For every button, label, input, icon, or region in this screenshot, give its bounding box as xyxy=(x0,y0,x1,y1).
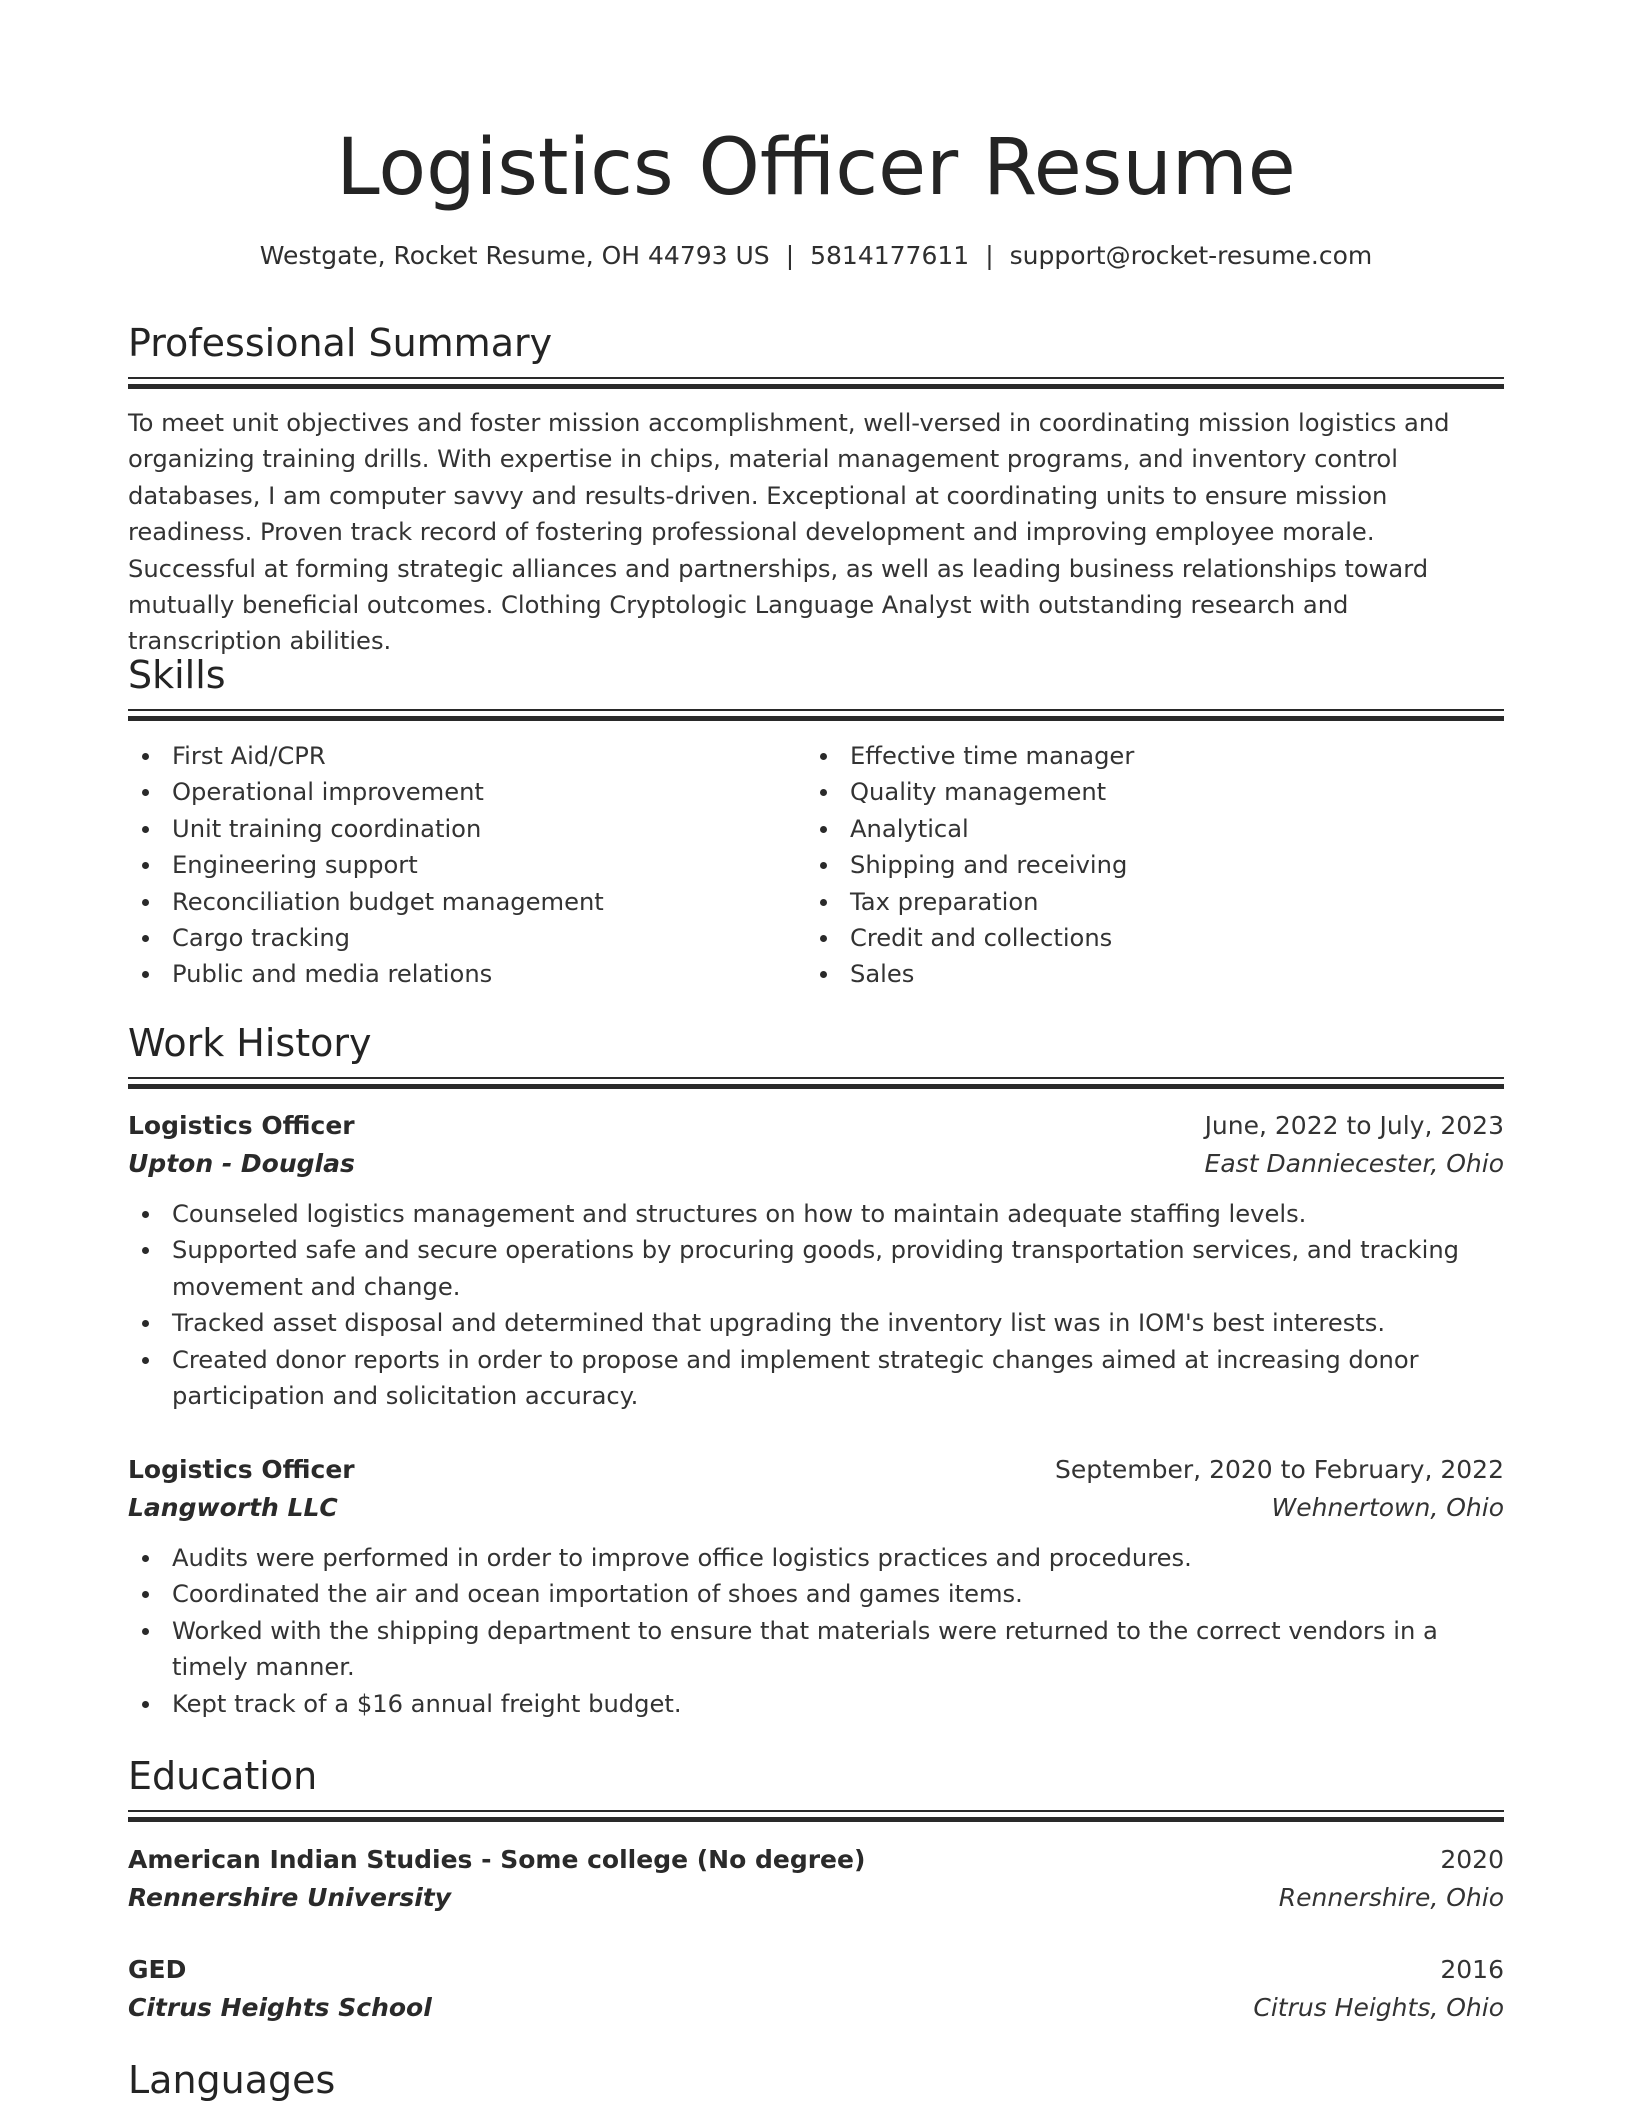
skill-item: Reconciliation budget management xyxy=(128,884,788,920)
job-bullet: Audits were performed in order to improve office logistics practices and procedures. xyxy=(128,1540,1504,1576)
skill-item: Quality management xyxy=(806,774,1466,810)
job-title: Logistics Officer xyxy=(128,1111,355,1140)
job-company: Langworth LLC xyxy=(128,1493,338,1522)
job-bullet: Created donor reports in order to propose and implement strategic changes aimed at increasing donor participation and solicitation accuracy. xyxy=(128,1342,1504,1415)
job-title: Logistics Officer xyxy=(128,1455,355,1484)
job-bullet: Kept track of a $16 annual freight budget. xyxy=(128,1686,1504,1722)
summary-text: To meet unit objectives and foster mission accomplishment, well-versed in coordinating mission logistics and organizing training drills. With expertise in chips, material management programs, and inventory control databases, I am computer savvy and results-driven. Exceptional at coordinating units to ensure mission readiness. Proven track record of fostering professional development and improving employee morale. Successful at forming strategic alliances and partnerships, as well as leading business relationships toward mutually beneficial outcomes. Clothing Cryptologic Language Analyst with outstanding research and transcription abilities. xyxy=(128,409,1450,656)
education-degree: American Indian Studies - Some college (No degree) xyxy=(128,1845,866,1874)
job-location: East Danniecester, Ohio xyxy=(1204,1149,1504,1178)
job-bullet: Supported safe and secure operations by procuring goods, providing transportation services, and tracking movement and change. xyxy=(128,1232,1504,1305)
email: support@rocket-resume.com xyxy=(1009,241,1373,270)
education-school: Rennershire University xyxy=(128,1883,452,1912)
education-entry xyxy=(128,1951,1504,2027)
education-school: Citrus Heights School xyxy=(128,1993,432,2022)
separator: | xyxy=(985,241,994,270)
section-heading-skills: Skills xyxy=(128,653,226,697)
skills-column-left xyxy=(128,738,788,993)
job-bullet: Coordinated the air and ocean importation of shoes and games items. xyxy=(128,1576,1504,1612)
skill-item: First Aid/CPR xyxy=(128,738,788,774)
education-year: 2020 xyxy=(1440,1845,1504,1874)
skill-item: Public and media relations xyxy=(128,956,788,992)
education-location: Citrus Heights, Ohio xyxy=(1253,1993,1504,2022)
education-year: 2016 xyxy=(1440,1955,1504,1984)
skill-item: Cargo tracking xyxy=(128,920,788,956)
skill-item: Shipping and receiving xyxy=(806,847,1466,883)
skill-item: Analytical xyxy=(806,811,1466,847)
skill-item: Operational improvement xyxy=(128,774,788,810)
phone: 5814177611 xyxy=(810,241,970,270)
separator: | xyxy=(785,241,795,270)
contact-line xyxy=(128,238,1504,274)
education-degree: GED xyxy=(128,1955,187,1984)
job-entry xyxy=(128,1451,1504,1722)
section-heading-summary: Professional Summary xyxy=(128,321,553,365)
skills-column-right xyxy=(806,738,1466,993)
skill-item: Sales xyxy=(806,956,1466,992)
skill-item: Effective time manager xyxy=(806,738,1466,774)
job-company: Upton - Douglas xyxy=(128,1149,355,1178)
job-bullet: Worked with the shipping department to ensure that materials were returned to the correct vendors in a timely manner. xyxy=(128,1613,1504,1686)
job-location: Wehnertown, Ohio xyxy=(1271,1493,1504,1522)
section-heading-languages: Languages xyxy=(128,2058,336,2102)
skill-item: Tax preparation xyxy=(806,884,1466,920)
skill-item: Credit and collections xyxy=(806,920,1466,956)
section-divider xyxy=(128,1077,1504,1087)
section-divider xyxy=(128,377,1504,387)
job-bullet: Tracked asset disposal and determined that upgrading the inventory list was in IOM's best interests. xyxy=(128,1305,1504,1341)
section-divider xyxy=(128,1810,1504,1820)
section-heading-education: Education xyxy=(128,1754,318,1798)
address: Westgate, Rocket Resume, OH 44793 US xyxy=(259,241,770,270)
skill-item: Engineering support xyxy=(128,847,788,883)
job-bullet: Counseled logistics management and structures on how to maintain adequate staffing levels. xyxy=(128,1196,1504,1232)
section-heading-work: Work History xyxy=(128,1021,372,1065)
job-dates: June, 2022 to July, 2023 xyxy=(1204,1111,1504,1140)
skill-item: Unit training coordination xyxy=(128,811,788,847)
education-entry xyxy=(128,1841,1504,1917)
education-location: Rennershire, Ohio xyxy=(1278,1883,1504,1912)
section-divider xyxy=(128,709,1504,719)
job-dates: September, 2020 to February, 2022 xyxy=(1055,1455,1504,1484)
job-entry xyxy=(128,1107,1504,1414)
page-title: Logistics Officer Resume xyxy=(336,123,1296,213)
